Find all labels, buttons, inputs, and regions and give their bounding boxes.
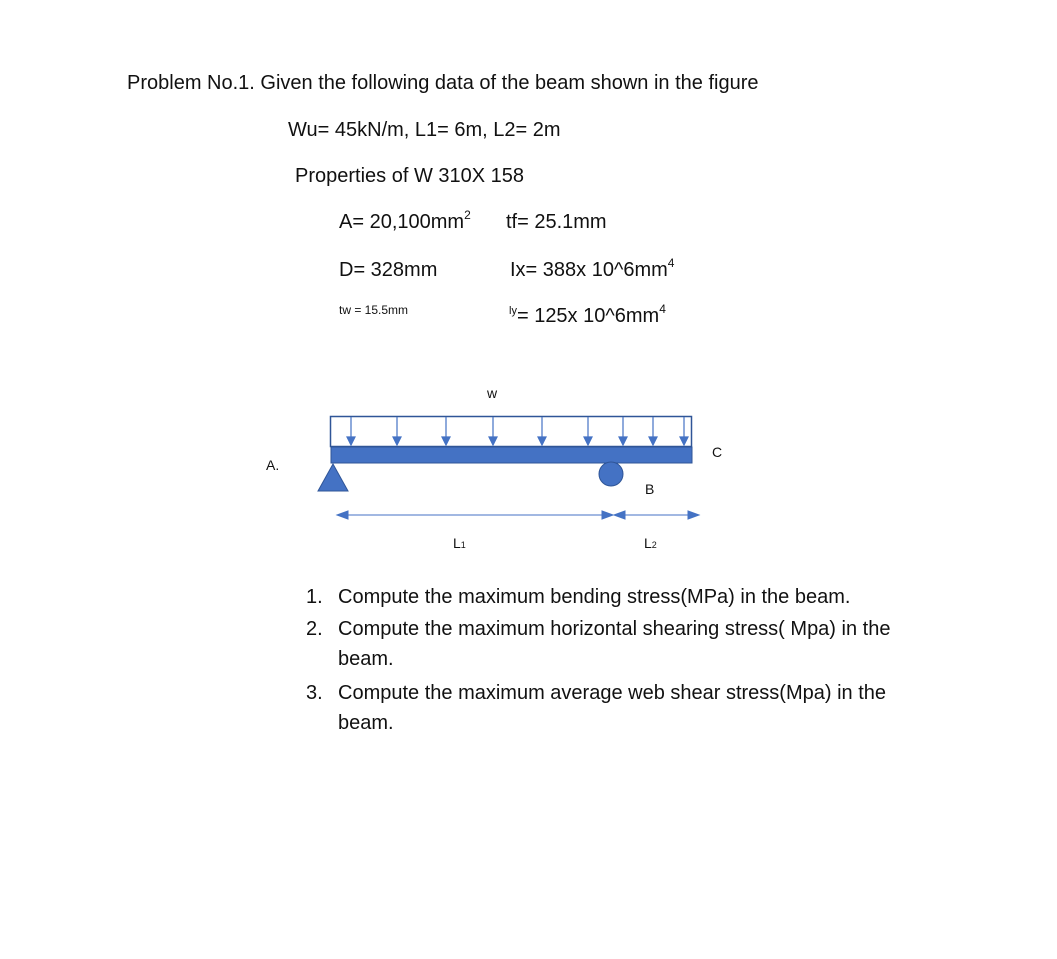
question-number: 1. xyxy=(306,586,323,608)
prop-iy-label: = 125x 10^6mm xyxy=(516,305,660,327)
load-arrow-head xyxy=(442,437,450,445)
load-arrow-head xyxy=(347,437,355,445)
question-text: Compute the maximum average web shear stress(Mpa) in the beam. xyxy=(338,682,887,734)
prop-depth: D= 328mm xyxy=(339,259,438,281)
support-a-label: A. xyxy=(266,457,280,473)
roller-support-b xyxy=(599,462,623,486)
question-text: Compute the maximum horizontal shearing stress( Mpa) in the beam. xyxy=(338,618,891,670)
prop-area-sup: 2 xyxy=(464,208,471,222)
load-arrows xyxy=(347,417,688,445)
span-l1-letter: L xyxy=(453,535,461,551)
load-arrow-head xyxy=(538,437,546,445)
question-2 xyxy=(306,614,946,674)
support-b-label: B xyxy=(645,481,655,497)
prop-ix-label: Ix= 388x 10^6mm xyxy=(510,259,668,281)
span-l2-letter: L xyxy=(644,535,652,551)
question-3 xyxy=(306,678,946,738)
load-arrow-head xyxy=(619,437,627,445)
pin-support-a xyxy=(318,464,348,491)
given-data: Wu= 45kN/m, L1= 6m, L2= 2m xyxy=(288,119,561,141)
span-l1-sub: 1 xyxy=(460,540,466,550)
beam xyxy=(331,447,692,463)
prop-tw: tw = 15.5mm xyxy=(339,303,409,317)
load-arrow-head xyxy=(393,437,401,445)
dimension-l2 xyxy=(614,511,699,519)
load-arrow-head xyxy=(649,437,657,445)
prop-iy-sup: 4 xyxy=(659,302,666,316)
prop-ix-sup: 4 xyxy=(667,256,675,270)
prop-iy-prefix: ly xyxy=(509,305,517,317)
problem-title: Problem No.1. Given the following data of the beam shown in the figure xyxy=(127,72,759,94)
load-arrow-head xyxy=(584,437,592,445)
span-l1-label xyxy=(453,535,466,553)
span-l2-label xyxy=(644,535,657,553)
load-box xyxy=(331,417,692,447)
question-number: 3. xyxy=(306,682,323,704)
dimension-l1 xyxy=(337,511,613,519)
question-1 xyxy=(306,582,946,612)
question-text: Compute the maximum bending stress(MPa) in the beam. xyxy=(338,586,851,608)
prop-tf: tf= 25.1mm xyxy=(506,211,607,233)
section-heading: Properties of W 310X 158 xyxy=(295,165,525,187)
prop-area-label: A= 20,100mm xyxy=(339,211,465,233)
load-arrow-head xyxy=(489,437,497,445)
question-number: 2. xyxy=(306,618,323,640)
span-l2-sub: 2 xyxy=(651,540,657,550)
end-c-label: C xyxy=(712,444,723,460)
load-label: w xyxy=(487,385,498,401)
load-arrow-head xyxy=(680,437,688,445)
